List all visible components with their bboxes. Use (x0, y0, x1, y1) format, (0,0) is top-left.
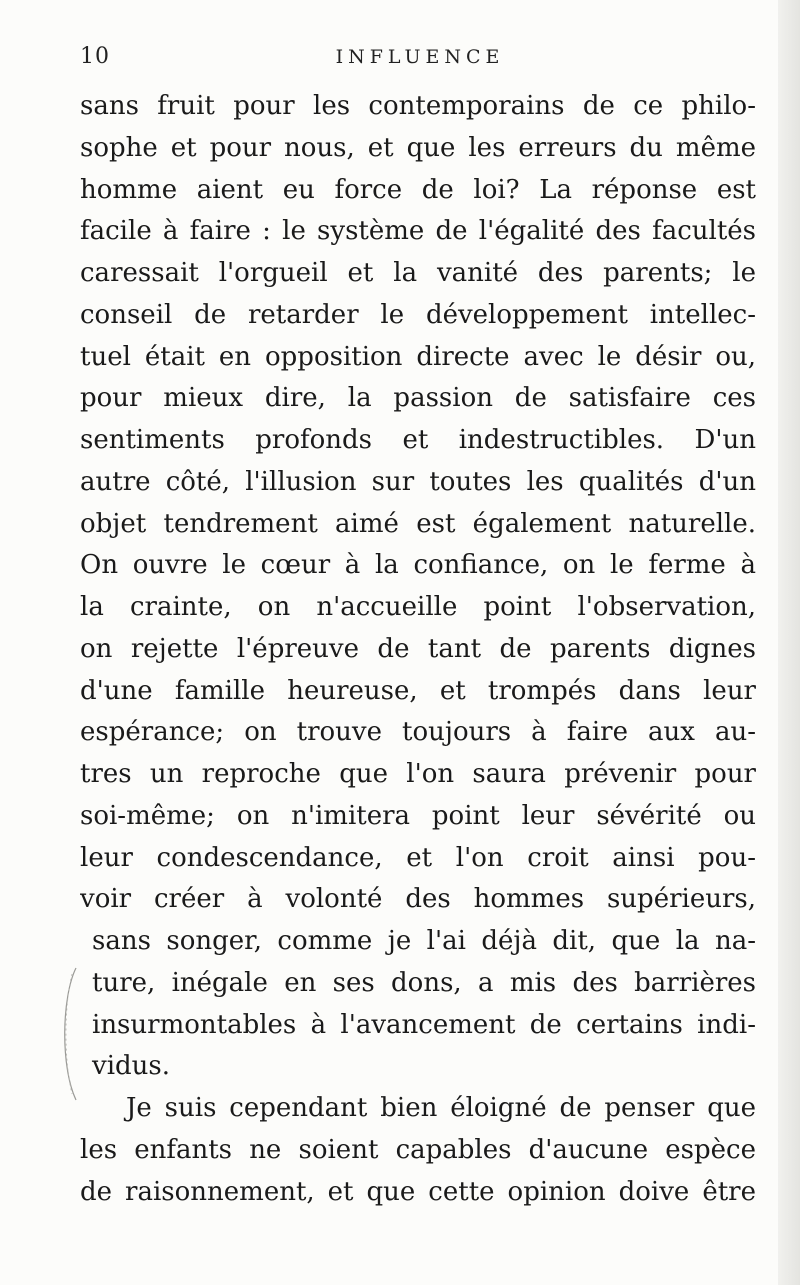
text-line: caressait l'orgueil et la vanité des parents; le (80, 258, 756, 288)
text-line: facile à faire : le système de l'égalité des facultés (80, 216, 756, 247)
text-line: homme aient eu force de loi? La réponse est (80, 174, 756, 205)
page-number: 10 (80, 44, 110, 69)
text-line: On ouvre le cœur à la confiance, on le ferme à (80, 550, 756, 581)
text-line: de raisonnement, et que cette opinion doive être (80, 1176, 756, 1207)
text-line: sans fruit pour les contemporains de ce philo- (80, 91, 756, 121)
text-line: tuel était en opposition directe avec le désir ou, (80, 341, 756, 372)
text-line: espérance; on trouve toujours à faire aux au- (80, 717, 756, 748)
text-line: sentiments profonds et indestructibles. D'un (80, 425, 756, 455)
margin-bracket-mark (56, 966, 80, 1102)
body-text (80, 86, 756, 1213)
text-line: sophe et pour nous, et que les erreurs du même (80, 132, 756, 163)
text-line: on rejette l'épreuve de tant de parents dignes (80, 633, 756, 664)
text-line: voir créer à volonté des hommes supérieurs, (80, 884, 756, 915)
page-header (80, 44, 760, 80)
text-line: tres un reproche que l'on saura prévenir pour (80, 759, 756, 789)
text-line: vidus. (92, 1051, 170, 1082)
text-line: les enfants ne soient capables d'aucune espèce (80, 1134, 756, 1165)
text-line: soi-même; on n'imitera point leur sévérité ou (80, 800, 756, 831)
text-line: objet tendrement aimé est également naturelle. (80, 508, 756, 539)
text-line: pour mieux dire, la passion de satisfaire ces (80, 383, 756, 414)
text-line: autre côté, l'illusion sur toutes les qualités d'un (80, 466, 756, 497)
paragraph-first-line: Je suis cependant bien éloigné de penser que (126, 1093, 756, 1123)
text-line: d'une famille heureuse, et trompés dans leur (80, 675, 756, 706)
text-line: leur condescendance, et l'on croit ainsi pou- (80, 842, 756, 873)
text-line: ture, inégale en ses dons, a mis des barrières (92, 967, 756, 998)
page-gutter (778, 0, 800, 1285)
running-head: INFLUENCE (335, 46, 505, 68)
text-line: insurmontables à l'avancement de certains indi- (92, 1009, 756, 1040)
text-line: sans songer, comme je l'ai déjà dit, que la na- (92, 926, 756, 956)
text-line: la crainte, on n'accueille point l'observation, (80, 592, 756, 622)
text-line: conseil de retarder le développement intellec- (80, 299, 756, 330)
